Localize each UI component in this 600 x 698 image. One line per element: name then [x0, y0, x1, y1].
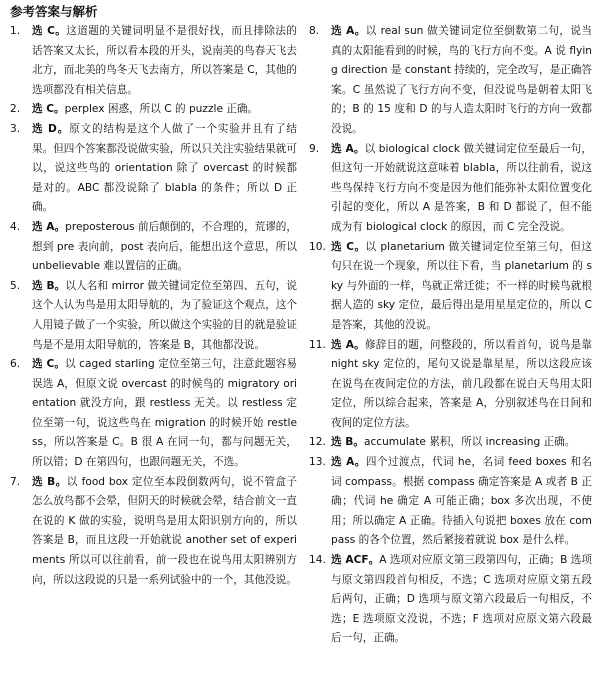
- answer-item: [10, 218, 297, 277]
- explanation-text: 修辞目的题，问整段的，所以看首句，说鸟是靠 night sky 定位的，尾句又说是靠星星，所以这段应该在说鸟在夜间定位的方法，前几段都在说白天鸟用太阳定位，所以综合起来，答案是 A，分别叙述鸟在日间和夜间的定位方法。: [331, 338, 592, 429]
- answer-item: [309, 238, 592, 336]
- answer-explanation: [331, 22, 592, 140]
- explanation-text: 四个过渡点，代词 he，名词 feed boxes 和名词 compass。根据 compass 确定答案是 A 或者 B 正确；代词 he 确定 A 可能正确；box 多次出现，不使用；所以确定 A 正确。待插入句说把 boxes 放在 compass 的各个位置，然后紧接着就说 box 是什么样。: [331, 456, 592, 547]
- answer-choice: 选 C。: [32, 103, 65, 116]
- answer-number: 1.: [10, 25, 21, 37]
- answer-choice: 选 A。: [331, 456, 366, 469]
- answer-number: 6.: [10, 358, 21, 371]
- answer-choice: 选 C。: [331, 240, 366, 253]
- answer-explanation: [32, 120, 297, 218]
- explanation-text: perplex 困惑，所以 C 的 puzzle 正确。: [64, 103, 259, 116]
- answer-number: 13.: [309, 456, 326, 469]
- answer-explanation: [331, 551, 592, 649]
- answer-choice: 选 B。: [32, 279, 66, 292]
- answer-item: [10, 120, 297, 218]
- left-column: [10, 22, 297, 649]
- answer-choice: 选 A。: [331, 338, 365, 351]
- answer-number: 11.: [309, 338, 326, 351]
- answer-choice: 选 C。: [32, 25, 67, 37]
- explanation-text: 以 biological clock 做关键词定位至最后一句，但这句一开始就说这意味着 blabla，所以往前看，说这些鸟保持飞行方向不变是因为他们能弥补太阳位置变化引起的变化，所以 A 是答案，B 和 D 都说了，但不能成为有 biological clock 的原因，而 C 完全没说。: [331, 142, 592, 233]
- answer-choice: 选 A。: [331, 142, 365, 155]
- answer-explanation: [32, 22, 297, 100]
- answer-explanation: [32, 473, 297, 591]
- explanation-text: 以 food box 定位至本段倒数两句，说不管盒子怎么放鸟都不会晕，但阴天的时候就会晕，结合前文一直在说的 K 做的实验，说明鸟是用太阳识别方向的，所以答案是 B，而且这段一开始就说 another set of experiments 所以可以往前看，前一段也在说鸟用太阳辨别方向，所以这段说的只是一系列试验中的一个，其他没说。: [32, 475, 297, 586]
- answer-explanation: [32, 355, 297, 473]
- answer-item: [309, 22, 592, 140]
- answer-item: [309, 336, 592, 434]
- answer-choice: 选 ACF。: [331, 554, 380, 567]
- explanation-text: 以人名和 mirror 做关键词定位至第四、五句，说这个人认为鸟是用太阳导航的，为了验证这个观点，这个人用镜子做了一个实验，所以做这个实验的目的就是验证鸟是不是用太阳导航的，答案是 B，其他都没说。: [32, 279, 298, 351]
- answer-explanation: [331, 433, 592, 453]
- explanation-text: 这道题的关键词明显不是很好找，而且排除法的话答案又太长，所以看本段的开头，说南美的鸟春天飞去北方，而北美的鸟冬天飞去南方，所以答案是 C，其他的选项都没有相关信息。: [32, 25, 298, 96]
- explanation-text: 原文的结构是这个人做了一个实验并且有了结果。但四个答案都没说做实验，所以只关注实验结果就可以，说这些鸟的 orientation 除了 overcast 的时候都是对的。ABC 都没说除了 blabla 的条件；所以 D 正确。: [32, 122, 298, 214]
- answer-number: 3.: [10, 122, 21, 135]
- answer-number: 10.: [309, 240, 326, 253]
- answer-number: 4.: [10, 220, 21, 233]
- answer-explanation: [32, 277, 297, 355]
- explanation-text: accumulate 累积，所以 increasing 正确。: [363, 436, 576, 449]
- answer-item: [309, 453, 592, 551]
- answer-choice: 选 B。: [331, 436, 364, 449]
- explanation-text: 以 caged starling 定位至第三句，注意此题容易误选 A，但原文说 overcast 的时候鸟的 migratory orientation 就没方向，跟 restless 无关。以 restless 定位至第一句，说这些鸟在 migration 的时候开始 restless，所以答案是 C。B 很 A 在同一句，都与问题无关，所以错；D 在第四句，也跟问题无关，不选。: [32, 358, 297, 469]
- answer-explanation: [331, 238, 592, 336]
- explanation-text: preposterous 前后颠倒的，不合理的，荒谬的，想到 pre 表向前，post 表向后，能想出这个意思，所以 unbelievable 难以置信的正确。: [32, 220, 298, 273]
- answer-item: [309, 551, 592, 649]
- answer-choice: 选 A。: [331, 25, 366, 37]
- answer-item: [309, 433, 592, 453]
- answer-number: 12.: [309, 436, 326, 449]
- answer-number: 8.: [309, 25, 320, 37]
- answer-number: 9.: [309, 142, 320, 155]
- answer-item: [10, 22, 297, 100]
- page-title: 参考答案与解析: [10, 4, 98, 19]
- answer-explanation: [32, 100, 297, 120]
- answer-choice: 选 C。: [32, 358, 66, 371]
- explanation-text: 以 real sun 做关键词定位至倒数第二句，说当真的太阳能看到的时候，鸟的飞行方向不变。A 说 flying direction 是 constant 持续的，完全改写，是正确答案。C 虽然说了飞行方向不变，但没说鸟是朝着太阳飞的；B 的 15 度和 D 的与人造太阳时飞行的方向一致都没说。: [331, 25, 592, 135]
- explanation-text: 以 planetarium 做关键词定位至第三句，但这句只在说一个现象，所以往下看，当 planetarium 的 sky 与外面的一样，鸟就正常迁徙；不一样的时候鸟就根据人造的 sky 定位，最后得出是用星星定位的，所以 C 是答案，其他的没说。: [331, 240, 592, 331]
- answer-number: 2.: [10, 103, 21, 116]
- answer-item: [10, 100, 297, 120]
- explanation-text: A 选项对应原文第三段第四句，正确；B 选项与原文第四段首句相反，不选；C 选项对应原文第五段后两句，正确；D 选项与原文第六段最后一句相反，不选；E 选项原文没说，不选；F 选项对应原文第六段最后一句，正确。: [331, 554, 592, 645]
- answer-item: [10, 277, 297, 355]
- answer-number: 7.: [10, 475, 21, 488]
- answer-explanation: [331, 336, 592, 434]
- answer-number: 5.: [10, 279, 21, 292]
- answer-number: 14.: [309, 554, 326, 567]
- answer-columns: [10, 22, 592, 649]
- answer-explanation: [331, 140, 592, 238]
- answer-choice: 选 A。: [32, 220, 66, 233]
- right-column: [309, 22, 592, 649]
- answer-explanation: [32, 218, 297, 277]
- answer-choice: 选 D。: [32, 122, 70, 135]
- answer-explanation: [331, 453, 592, 551]
- answer-item: [10, 355, 297, 473]
- answer-item: [309, 140, 592, 238]
- answer-item: [10, 473, 297, 591]
- answer-choice: 选 B。: [32, 475, 67, 488]
